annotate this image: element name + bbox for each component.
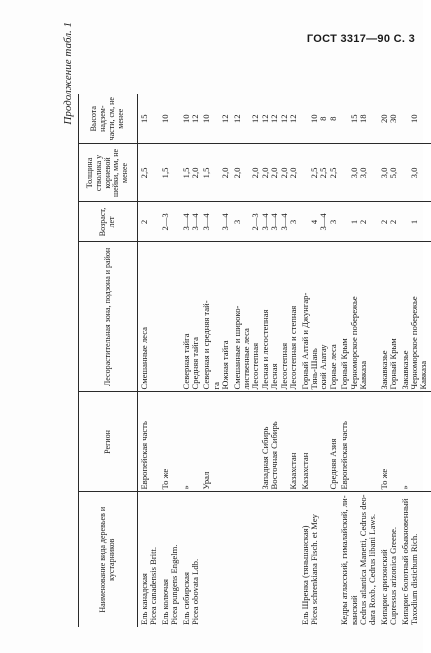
table-row xyxy=(200,94,211,627)
cell-zone: га xyxy=(212,242,221,392)
cell-age xyxy=(368,202,377,242)
cell-age: 2 xyxy=(378,202,389,242)
cell-age: 3—4 xyxy=(191,202,200,242)
col-header-region: Регион xyxy=(79,392,138,492)
cell-stem-thickness: 2,0 xyxy=(221,144,230,202)
cell-stem-thickness: 3,0 xyxy=(359,144,368,202)
table-row xyxy=(289,94,298,627)
table-row xyxy=(191,94,200,627)
cell-zone: Закавказье xyxy=(399,242,410,392)
cell-zone: Смешанные леса xyxy=(138,242,150,392)
cell-species xyxy=(270,492,279,627)
cell-zone: Северная тайга xyxy=(180,242,191,392)
table-caption: Продолжение табл. 1 xyxy=(62,22,74,125)
cell-region xyxy=(170,392,179,492)
cell-species: Picea pungens Engelm. xyxy=(169,544,180,625)
cell-stem-thickness: 5,0 xyxy=(389,144,398,202)
cell-stem-thickness: 2,0 xyxy=(289,144,298,202)
cell-region: Казахстан xyxy=(299,392,310,492)
cell-height: 18 xyxy=(359,94,368,144)
cell-stem-thickness xyxy=(149,144,158,202)
cell-age: 3 xyxy=(329,202,338,242)
cell-zone xyxy=(170,242,179,392)
cell-stem-thickness: 2,5 xyxy=(138,144,150,202)
cell-stem-thickness: 1,5 xyxy=(159,144,170,202)
cell-region: Урал xyxy=(200,392,211,492)
cell-species xyxy=(231,492,242,627)
cell-age: 2—3 xyxy=(159,202,170,242)
cell-zone: Лесостепная xyxy=(251,242,260,392)
cell-zone: Лесостепная xyxy=(280,242,289,392)
col-header-stem-thickness: Толщина стволика у корневой шейки, мм, не менее xyxy=(79,144,138,202)
cell-species: Cedrus atlantica Manetti, Cedrus deo- xyxy=(357,494,368,625)
cell-height: 12 xyxy=(289,94,298,144)
cell-age: 3—4 xyxy=(200,202,211,242)
cell-stem-thickness xyxy=(419,144,430,202)
cell-region: Западная Сибирь xyxy=(261,392,270,492)
cell-species: Ель канадская xyxy=(139,573,149,625)
cell-age: 3—4 xyxy=(180,202,191,242)
cell-height: 30 xyxy=(389,94,398,144)
cell-age: 3—4 xyxy=(280,202,289,242)
cell-stem-thickness xyxy=(170,144,179,202)
cell-species: Ель колючая xyxy=(159,579,170,625)
cell-age: 3—4 xyxy=(319,202,328,242)
cell-species: Cupressus arizonica Greene. xyxy=(388,526,399,625)
cell-region xyxy=(419,392,430,492)
cell-species: Picea schrenkiana Fisch. et Mey xyxy=(308,514,319,625)
cell-stem-thickness: 2,0 xyxy=(251,144,260,202)
cell-species xyxy=(261,492,270,627)
cell-region: Европейская часть xyxy=(338,392,349,492)
cell-species: Ель Шренка (тяньшанская) xyxy=(299,525,310,625)
cell-stem-thickness: 3,0 xyxy=(410,144,419,202)
col-header-species: Наименование вида деревьев и кустарников xyxy=(79,492,138,627)
cell-species: Ель сибирская xyxy=(180,572,191,625)
cell-age: 1 xyxy=(410,202,419,242)
table-row xyxy=(329,94,338,627)
cell-region xyxy=(221,392,230,492)
cell-region xyxy=(242,392,251,492)
cell-age xyxy=(419,202,430,242)
cell-height: 10 xyxy=(410,94,419,144)
cell-species xyxy=(319,492,328,627)
cell-age: 3 xyxy=(289,202,298,242)
cell-zone: Закавказье xyxy=(378,242,389,392)
cell-age: 3 xyxy=(231,202,242,242)
cell-region xyxy=(389,392,398,492)
species-table xyxy=(78,94,431,627)
cell-region xyxy=(310,392,319,492)
cell-height: 15 xyxy=(138,94,150,144)
cell-age: 1 xyxy=(350,202,359,242)
cell-height xyxy=(149,94,158,144)
cell-zone: Лесостепная и степная xyxy=(289,242,298,392)
cell-zone: Горный Крым xyxy=(389,242,398,392)
cell-stem-thickness: 3,0 xyxy=(350,144,359,202)
cell-region xyxy=(149,392,158,492)
cell-stem-thickness: 1,5 xyxy=(180,144,191,202)
cell-species xyxy=(242,492,251,627)
cell-height xyxy=(368,94,377,144)
cell-species xyxy=(200,492,211,627)
cell-species xyxy=(280,492,289,627)
cell-stem-thickness: 2,0 xyxy=(261,144,270,202)
cell-stem-thickness xyxy=(338,144,349,202)
cell-age: 3—4 xyxy=(221,202,230,242)
cell-height: 12 xyxy=(251,94,260,144)
cell-zone: лиственные леса xyxy=(242,242,251,392)
table-row xyxy=(338,94,349,627)
cell-height: 15 xyxy=(350,94,359,144)
cell-age: 2—3 xyxy=(251,202,260,242)
cell-region: Европейская часть xyxy=(138,392,150,492)
cell-region: То же xyxy=(159,392,170,492)
cell-region: Средняя Азия xyxy=(329,392,338,492)
cell-zone xyxy=(368,242,377,392)
cell-age: 2 xyxy=(359,202,368,242)
cell-zone: Средняя тайга xyxy=(191,242,200,392)
table-row xyxy=(368,94,377,627)
cell-zone: Лесная xyxy=(270,242,279,392)
cell-height xyxy=(170,94,179,144)
cell-stem-thickness: 1,5 xyxy=(200,144,211,202)
cell-species: Кипарис болотный обыкновенный xyxy=(399,498,410,625)
table-row xyxy=(419,94,430,627)
cell-region xyxy=(359,392,368,492)
cell-stem-thickness: 2,0 xyxy=(270,144,279,202)
cell-region xyxy=(212,392,221,492)
cell-height: 10 xyxy=(200,94,211,144)
cell-age: 3—4 xyxy=(261,202,270,242)
cell-height: 10 xyxy=(310,94,319,144)
cell-zone: Горный Алтай и Джунгар- xyxy=(299,242,310,392)
cell-height: 12 xyxy=(261,94,270,144)
cell-zone: Горный Крым xyxy=(338,242,349,392)
cell-height: 12 xyxy=(231,94,242,144)
cell-height: 12 xyxy=(191,94,200,144)
cell-age: 2 xyxy=(138,202,150,242)
page-header-standard: ГОСТ 3317—90 С. 3 xyxy=(306,33,415,45)
cell-zone: Южная тайга xyxy=(221,242,230,392)
table-body xyxy=(138,94,431,627)
col-header-zone: Лесорастительная зона, подзона и район xyxy=(79,242,138,392)
cell-species: ванский xyxy=(348,595,359,625)
cell-species xyxy=(419,492,430,627)
cell-stem-thickness xyxy=(368,144,377,202)
rotated-table-block xyxy=(62,18,429,627)
cell-height: 10 xyxy=(159,94,170,144)
cell-zone: Кавказа xyxy=(419,242,430,392)
cell-zone: Лесная и лесостепная xyxy=(261,242,270,392)
cell-height: 12 xyxy=(221,94,230,144)
cell-species: Picea canadensis Britt. xyxy=(148,546,159,625)
cell-region xyxy=(410,392,419,492)
cell-species: Кипарис аризонский xyxy=(378,549,389,625)
cell-species: dara Roxb., Cedrus libani Laws. xyxy=(367,514,378,625)
cell-age: 3—4 xyxy=(270,202,279,242)
cell-region: То же xyxy=(378,392,389,492)
table-row xyxy=(170,94,179,627)
cell-age xyxy=(170,202,179,242)
cell-stem-thickness: 2,0 xyxy=(280,144,289,202)
cell-stem-thickness: 3,0 xyxy=(378,144,389,202)
cell-age: 4 xyxy=(310,202,319,242)
cell-region xyxy=(350,392,359,492)
cell-species xyxy=(251,492,260,627)
cell-height: 10 xyxy=(180,94,191,144)
cell-stem-thickness: 2,0 xyxy=(191,144,200,202)
cell-zone: Кавказа xyxy=(359,242,368,392)
cell-species xyxy=(289,492,298,627)
cell-zone xyxy=(149,242,158,392)
cell-height: 8 xyxy=(319,94,328,144)
cell-zone: Северная и средняя тай- xyxy=(200,242,211,392)
cell-age xyxy=(149,202,158,242)
col-header-height: Высота надзем- части, см, не менее xyxy=(79,94,138,144)
cell-height: 12 xyxy=(270,94,279,144)
cell-species xyxy=(329,492,338,627)
cell-height: 20 xyxy=(378,94,389,144)
cell-zone: Черноморское побережье xyxy=(410,242,419,392)
table-row xyxy=(389,94,398,627)
cell-stem-thickness: 2,5 xyxy=(310,144,319,202)
cell-region: » xyxy=(399,392,410,492)
cell-height: 12 xyxy=(280,94,289,144)
cell-height xyxy=(338,94,349,144)
cell-zone: Горные леса xyxy=(329,242,338,392)
cell-region: Восточная Сибирь xyxy=(270,392,279,492)
cell-age xyxy=(338,202,349,242)
cell-region xyxy=(368,392,377,492)
cell-region: » xyxy=(180,392,191,492)
cell-region xyxy=(191,392,200,492)
cell-stem-thickness: 2,0 xyxy=(231,144,242,202)
cell-zone: Смешанные и широко- xyxy=(231,242,242,392)
cell-species: Кедры атласский, гималайский, ли- xyxy=(339,495,350,625)
cell-zone: Черноморское побережье xyxy=(350,242,359,392)
cell-species: Taxodium distichum Rich. xyxy=(408,533,419,625)
cell-age: 2 xyxy=(389,202,398,242)
cell-species: Picea obovata Ldb. xyxy=(190,558,201,625)
col-header-age: Возраст, лет xyxy=(79,202,138,242)
cell-region: Казахстан xyxy=(289,392,298,492)
table-header-row xyxy=(79,94,138,627)
cell-stem-thickness: 2,5 xyxy=(329,144,338,202)
cell-species xyxy=(212,492,221,627)
cell-zone xyxy=(159,242,170,392)
cell-stem-thickness: 2,5 xyxy=(319,144,328,202)
table-row xyxy=(221,94,230,627)
cell-zone: Тянь-Шань xyxy=(310,242,319,392)
cell-region xyxy=(231,392,242,492)
cell-height: 8 xyxy=(329,94,338,144)
cell-species xyxy=(221,492,230,627)
cell-height xyxy=(419,94,430,144)
cell-zone: ский Алатау xyxy=(319,242,328,392)
table-row xyxy=(149,94,158,627)
